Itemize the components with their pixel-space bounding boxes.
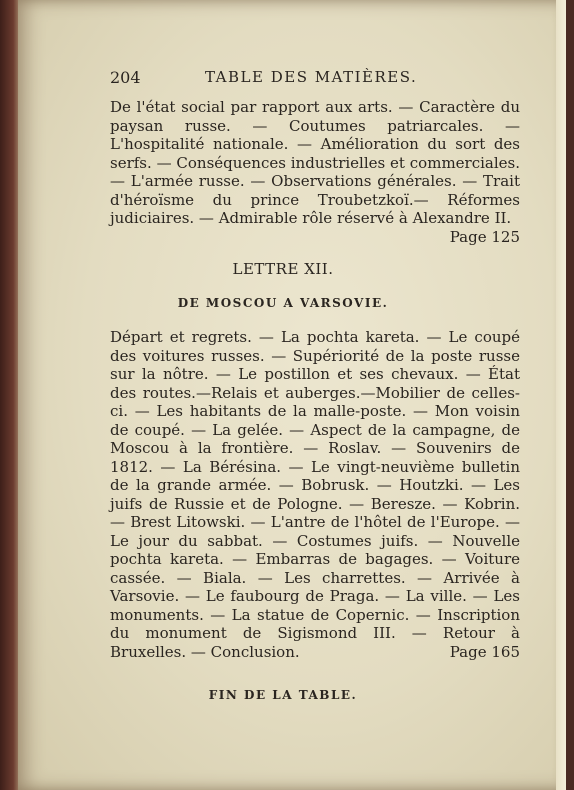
letter-subtitle: DE MOSCOU A VARSOVIE. bbox=[177, 296, 389, 310]
letter-title: LETTRE XII. bbox=[232, 260, 334, 278]
page-header bbox=[110, 68, 520, 92]
running-title: TABLE DES MATIÈRES. bbox=[205, 68, 418, 86]
summary-text: De l'état social par rapport aux arts. — Caractère du paysan russe. — Coutumes patriarcales. — L'hospitalité nationale. — Amélioration du sort des serfs. — Conséquences industrielles et commerciales. — L'armée russe. — Observations générales. — Trait d'héroïsme du prince Troubetzkoï.— Réformes judiciaires. — Admirable rôle réservé à Alexandre II. bbox=[110, 98, 520, 227]
previous-letter-summary bbox=[110, 98, 520, 246]
page-edge bbox=[556, 0, 566, 790]
letter-summary bbox=[110, 328, 520, 661]
page-number: 204 bbox=[110, 68, 141, 87]
end-of-table: FIN DE LA TABLE. bbox=[208, 688, 358, 702]
summary-text: Départ et regrets. — La pochta kareta. — Le coupé des voitures russes. — Supériorité de la poste russe sur la nôtre. — Le postillon et ses chevaux. — État des routes.—Relais et auberges.—Mobilier de celles-ci. — Les habitants de la malle-poste. — Mon voisin de coupé. — La gelée. — Aspect de la campagne, de Moscou à la frontière. — Roslav. — Souvenirs de 1812. — La Bérésina. — Le vingt-neuvième bulletin de la grande armée. — Bobrusk. — Houtzki. — Les juifs de Russie et de Pologne. — Beresze. — Kobrin. — Brest Litowski. — L'antre de l'hôtel de l'Europe. — Le jour du sabbat. — Costumes juifs. — Nouvelle pochta kareta. — Embarras de bagages. — Voiture cassée. — Biala. — Les charrettes. — Arrivée à Varsovie. — Le faubourg de Praga. — La ville. — Les monuments. — La statue de Copernic. — Inscription du monument de Sigismond III. — Retour à Bruxelles. — Conclusion. bbox=[110, 328, 520, 661]
page-reference: Page 125 bbox=[449, 227, 520, 246]
page-reference: Page 165 bbox=[449, 642, 520, 661]
